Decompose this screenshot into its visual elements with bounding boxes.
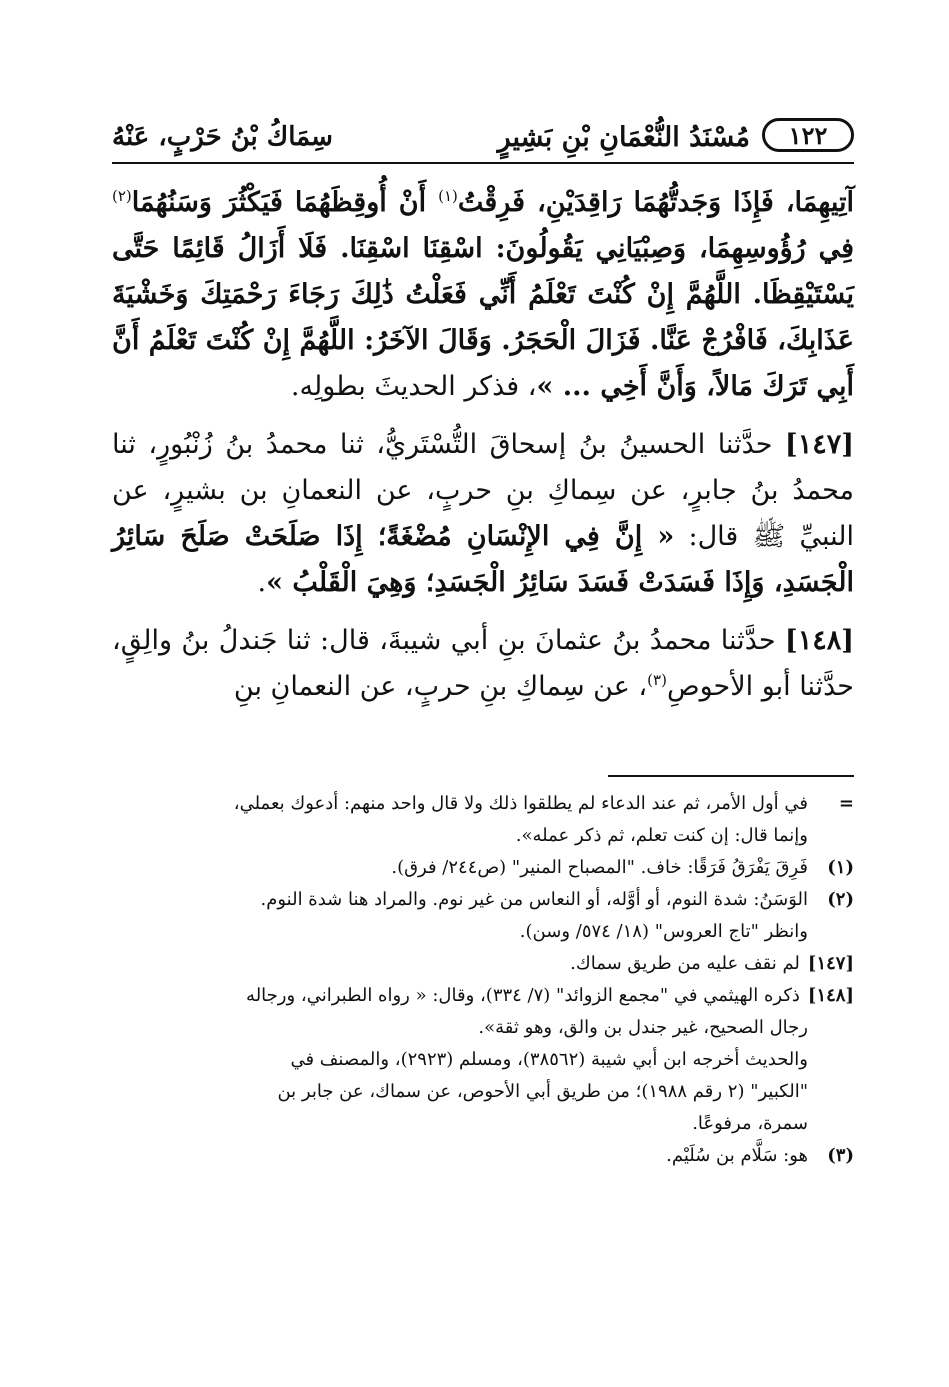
footnote-ref-3[interactable]: (٣) (647, 671, 667, 689)
footnote-text: سمرة، مرفوعًا. (692, 1113, 808, 1134)
paragraph-hadith-continuation (112, 180, 854, 410)
footnote-mark: (٢) (827, 889, 854, 910)
hadith-number-148: [١٤٨] (784, 625, 854, 656)
paragraph-hadith-147 (112, 422, 854, 606)
footnote-text: في أول الأمر، ثم عند الدعاء لم يطلقوا ذلك ولا قال واحد منهم: أدعوك بعملي، (233, 793, 808, 814)
footnote-mark: = (838, 793, 854, 814)
footnote-text: لم نقف عليه من طريق سماك. (570, 953, 800, 974)
footnote-text: ذكره الهيثمي في "مجمع الزوائد" (٧/ ٣٣٤)، وقال: « رواه الطبراني، ورجاله (246, 985, 800, 1006)
page-header (112, 104, 854, 164)
footnote-text: "الكبير" (٢ رقم ١٩٨٨)؛ من طريق أبي الأحوص، عن سماك، عن جابر بن (277, 1081, 808, 1102)
footnote-divider (608, 775, 854, 777)
footnote-ref-2[interactable]: (٢) (112, 187, 132, 205)
footnote-ref-1[interactable]: (١) (438, 187, 458, 205)
paragraph-hadith-148 (112, 618, 854, 710)
quote-text: فِي رُؤُوسِهِمَا، وَصِبْيَانِي يَقُولُونَ: اسْقِنَا اسْقِنَا. فَلَا أَزَالُ قَائِمًا حَتَّى يَسْتَيْقِظَا. اللَّهُمَّ إِنْ كُنْتَ تَعْلَمُ أَنِّي فَعَلْتُ ذَٰلِكَ رَجَاءَ رَحْمَتِكَ وَخَشْيَةَ عَذَابِكَ، فَافْرُجْ عَنَّا. فَزَالَ الْحَجَرُ. وَقَالَ الآخَرُ: اللَّهُمَّ إِنْ كُنْتَ تَعْلَمُ أَنَّ أَبِي تَرَكَ مَالاً، وَأَنَّ أَخِي ... » (112, 233, 854, 402)
footnote-1 (112, 852, 854, 884)
footnote-mark: [١٤٧] (807, 953, 854, 974)
footnote-continuation (112, 788, 854, 820)
footnote-3 (112, 1140, 854, 1172)
footnote-text: وانظر "تاج العروس" (١٨/ ٥٧٤/ وسن). (519, 921, 808, 942)
footnote-2 (112, 884, 854, 916)
chapter-title: سِمَاكُ بْنُ حَرْبٍ، عَنْهُ (112, 122, 333, 152)
quote-text: أَنْ أُوقِظَهُمَا فَيَكْثُرَ وَسَنُهُمَا (131, 187, 439, 218)
running-title: مُسْنَدُ النُّعْمَانِ بْنِ بَشِيرٍ (497, 122, 750, 153)
isnad-text: ، عن سِماكِ بنِ حربٍ، عن النعمانِ بنِ (233, 671, 648, 702)
footnote-text: فَرِقَ يَفْرَقُ فَرَقًا: خاف. "المصباح المنير" (ص٢٤٤/ فرق). (391, 857, 808, 878)
page-number: ١٢٢ (788, 120, 828, 150)
footnote-text: الوَسَنُ: شدة النوم، أو أوَّله، أو النعاس من غير نوم. والمراد هنا شدة النوم. (260, 889, 808, 910)
page-number-badge (762, 118, 854, 152)
narration-text: . (257, 567, 267, 598)
footnote-mark: (١) (827, 857, 854, 878)
footnotes-section (112, 788, 854, 1172)
footnote-mark: (٣) (827, 1145, 854, 1166)
note-147 (112, 948, 854, 980)
quote-text: آتِيهِمَا، فَإِذَا وَجَدتُّهُمَا رَاقِدَيْنِ، فَرِقْتُ (457, 187, 854, 218)
isnad-text: حدَّثنا محمدُ بنُ عثمانَ بنِ أبي شيبةَ، قال: ثنا جَندلُ بنُ والِقٍ، حدَّثنا أبو الأحوصِ (112, 625, 854, 702)
narration-text: ، فذكر الحديثَ بطولِه. (290, 371, 537, 402)
note-148 (112, 980, 854, 1012)
hadith-number-147: [١٤٧] (784, 429, 854, 460)
footnote-mark: [١٤٨] (807, 985, 854, 1006)
header-divider (112, 162, 854, 164)
isnad-text: حدَّثنا الحسينُ بنُ إسحاقَ التُّسْتَريُّ، ثنا محمدُ بنُ زُنْبُورٍ، ثنا محمدُ بنُ جابرٍ، عن سِماكِ بنِ حربٍ، عن النعمانِ بن بشيرٍ، عن النبيِّ ﷺ قال: (112, 429, 854, 552)
footnote-text: والحديث أخرجه ابن أبي شيبة (٣٨٥٦٢)، ومسلم (٢٩٢٣)، والمصنف في (290, 1049, 808, 1070)
footnote-text: رجال الصحيح، غير جندل بن والق، وهو ثقة». (478, 1017, 808, 1038)
footnote-text: وإنما قال: إن كنت تعلم، ثم ذكر عمله». (515, 825, 808, 846)
footnote-text: هو: سَلَّام بن سُلَيْم. (666, 1145, 808, 1166)
main-text (112, 180, 854, 722)
quote-text: « إِنَّ فِي الإِنْسَانِ مُضْغَةً؛ إِذَا صَلَحَتْ صَلَحَ سَائِرُ الْجَسَدِ، وَإِذَا فَسَدَتْ فَسَدَ سَائِرُ الْجَسَدِ؛ وَهِيَ الْقَلْبُ » (112, 521, 854, 598)
